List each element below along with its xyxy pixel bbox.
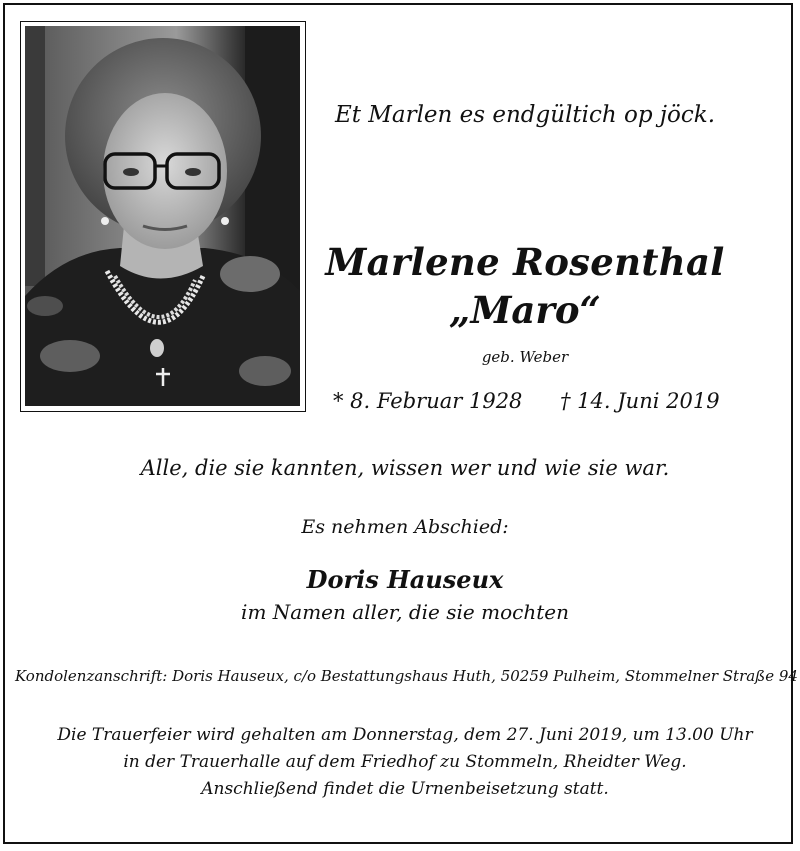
- ceremony-line: Anschließend findet die Urnenbeisetzung statt.: [201, 779, 609, 799]
- deceased-name: Marlene Rosenthal: [325, 240, 725, 284]
- condolence-address: Kondolenzanschrift: Doris Hauseux, c/o Bestattungshaus Huth, 50259 Pulheim, Stommelner Straße 94: [15, 667, 798, 685]
- ceremony-line: in der Trauerhalle auf dem Friedhof zu Stommeln, Rheidter Weg.: [123, 752, 687, 772]
- mourner-name: Doris Hauseux: [306, 565, 504, 594]
- death-date: † 14. Juni 2019: [560, 389, 720, 413]
- deceased-nickname: „Maro“: [449, 288, 601, 332]
- farewell-intro: Es nehmen Abschied:: [301, 516, 509, 538]
- maiden-name: geb. Weber: [481, 348, 569, 366]
- motto-line: Et Marlen es endgültich op jöck.: [334, 102, 716, 128]
- portrait-photo-icon: [25, 26, 300, 406]
- portrait-photo-frame: [20, 21, 306, 412]
- tribute-line: Alle, die sie kannten, wissen wer und wie sie war.: [140, 456, 670, 480]
- obituary-notice: [3, 3, 798, 844]
- mourner-note: im Namen aller, die sie mochten: [241, 600, 569, 624]
- ceremony-line: Die Trauerfeier wird gehalten am Donnerstag, dem 27. Juni 2019, um 13.00 Uhr: [57, 725, 753, 745]
- portrait-photo: [25, 26, 300, 406]
- birth-date: * 8. Februar 1928: [333, 389, 523, 413]
